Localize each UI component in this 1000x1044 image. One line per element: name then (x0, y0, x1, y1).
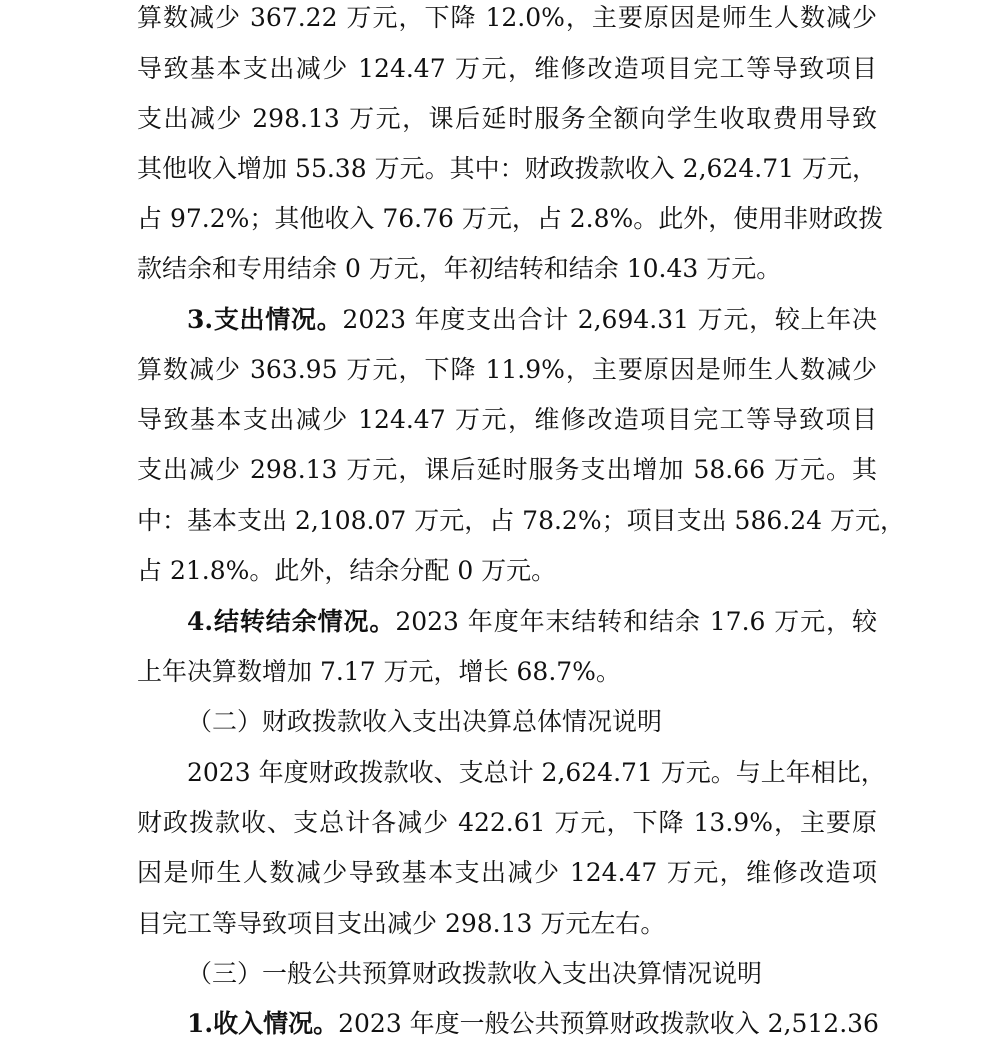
paragraph-line (137, 503, 905, 539)
line-text: 占 21.8%。此外，结余分配 0 万元。 (137, 556, 557, 585)
section-heading-3 (187, 956, 877, 992)
paragraph-line (137, 352, 877, 388)
line-text: 中：基本支出 2,108.07 万元，占 78.2%；项目支出 586.24 万元， (137, 506, 905, 535)
line-text: 导致基本支出减少 124.47 万元，维修改造项目完工等导致项目 (137, 405, 877, 434)
paragraph-line (137, 0, 877, 36)
heading-text: （二）财政拨款收入支出决算总体情况说明 (187, 707, 663, 736)
paragraph-line (137, 452, 877, 488)
section-heading-income: 1.收入情况。 (187, 1009, 339, 1038)
paragraph-line (187, 1006, 877, 1042)
line-text: 财政拨款收、支总计各减少 422.61 万元，下降 13.9%，主要原 (137, 808, 877, 837)
line-text: 支出减少 298.13 万元，课后延时服务支出增加 58.66 万元。其 (137, 455, 877, 484)
paragraph-line (187, 755, 886, 791)
heading-text: （三）一般公共预算财政拨款收入支出决算情况说明 (187, 959, 763, 988)
paragraph-line (137, 151, 877, 187)
line-text: 其他收入增加 55.38 万元。其中：财政拨款收入 2,624.71 万元， (137, 154, 877, 183)
paragraph-line (137, 906, 877, 942)
paragraph-line (137, 201, 884, 237)
paragraph-line (137, 553, 877, 589)
paragraph-line (137, 251, 877, 287)
paragraph-line (137, 805, 877, 841)
paragraph-line (137, 402, 877, 438)
paragraph-line (137, 101, 877, 137)
paragraph-line (137, 654, 877, 690)
line-text: 2023 年度年末结转和结余 17.6 万元，较 (395, 607, 877, 636)
line-text: 占 97.2%；其他收入 76.76 万元，占 2.8%。此外，使用非财政拨 (137, 204, 884, 233)
line-text: 因是师生人数减少导致基本支出减少 124.47 万元，维修改造项 (137, 858, 877, 887)
section-heading-balance: 4.结转结余情况。 (187, 607, 396, 636)
paragraph-line (187, 604, 877, 640)
paragraph-line (137, 51, 877, 87)
line-text: 目完工等导致项目支出减少 298.13 万元左右。 (137, 909, 666, 938)
line-text: 2023 年度支出合计 2,694.31 万元，较上年决 (342, 305, 877, 334)
line-text: 款结余和专用结余 0 万元，年初结转和结余 10.43 万元。 (137, 254, 782, 283)
paragraph-line (187, 302, 877, 338)
paragraph-line (137, 855, 877, 891)
line-text: 2023 年度一般公共预算财政拨款收入 2,512.36 (338, 1009, 879, 1038)
line-text: 算数减少 367.22 万元，下降 12.0%，主要原因是师生人数减少 (137, 3, 877, 32)
line-text: 导致基本支出减少 124.47 万元，维修改造项目完工等导致项目 (137, 54, 877, 83)
line-text: 支出减少 298.13 万元，课后延时服务全额向学生收取费用导致 (137, 104, 877, 133)
line-text: 2023 年度财政拨款收、支总计 2,624.71 万元。与上年相比， (187, 758, 886, 787)
section-heading-2 (187, 704, 877, 740)
section-heading-expenditure: 3.支出情况。 (187, 305, 343, 334)
line-text: 上年决算数增加 7.17 万元，增长 68.7%。 (137, 657, 621, 686)
line-text: 算数减少 363.95 万元，下降 11.9%，主要原因是师生人数减少 (137, 355, 877, 384)
